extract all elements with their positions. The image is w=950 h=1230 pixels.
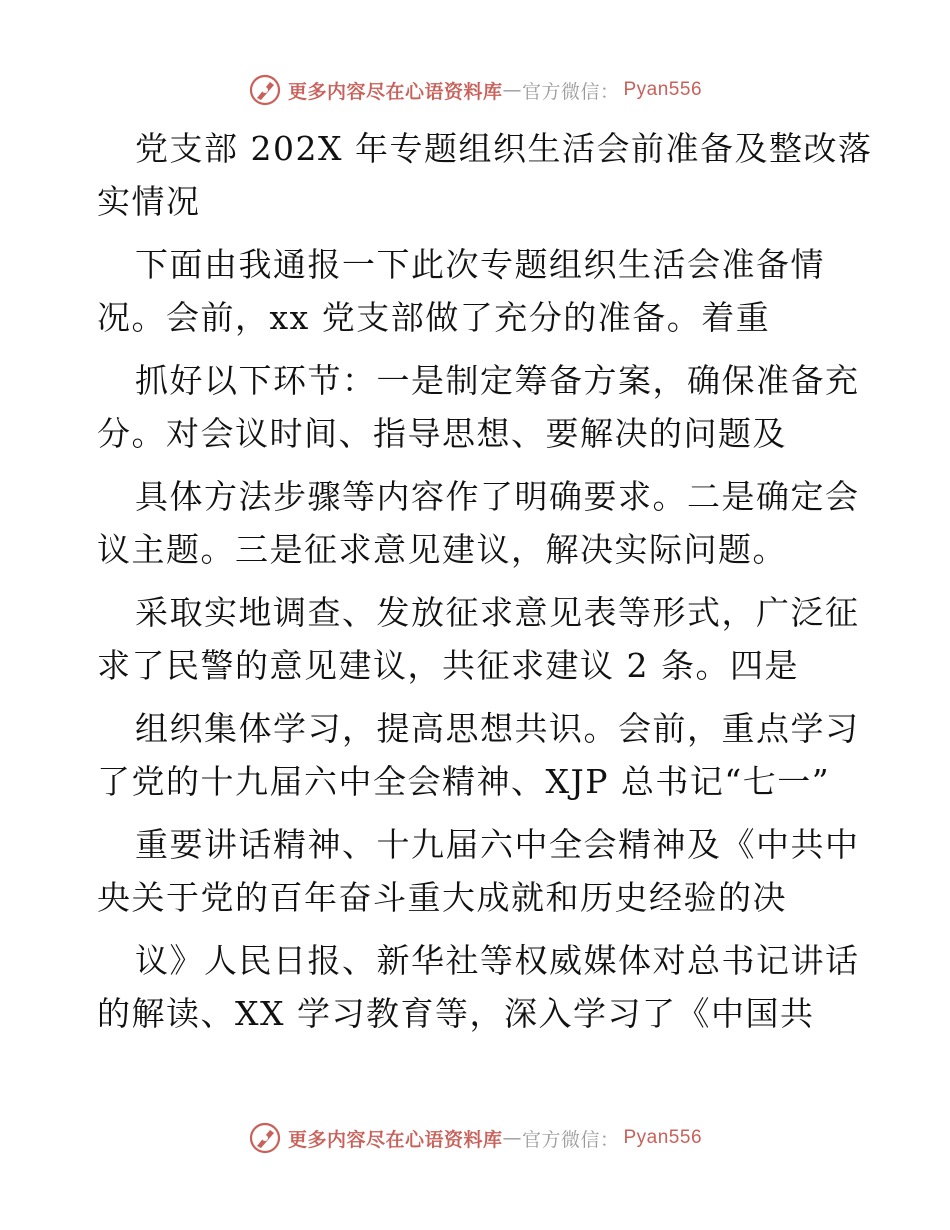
watermark-separator: — (502, 79, 522, 101)
watermark-main-text: 更多内容尽在心语资料库 (287, 1128, 503, 1151)
text-line: 求了民警的意见建议，共征求建议 2 条。四是 (97, 646, 799, 685)
footer-watermark (0, 1118, 950, 1158)
pen-circle-logo-icon (248, 73, 282, 107)
watermark-separator: — (502, 1127, 522, 1149)
document-body (97, 122, 873, 1040)
text-line: 重要讲话精神、十九届六中全会精神及《中共中 (135, 825, 860, 864)
text-line: 下面由我通报一下此次专题组织生活会准备情 (135, 245, 825, 284)
text-line: 组织集体学习，提高思想共识。会前，重点学习 (135, 709, 860, 748)
watermark-main-text: 更多内容尽在心语资料库 (287, 80, 503, 103)
text-line: 况。会前，xx 党支部做了充分的准备。着重 (97, 298, 771, 337)
text-line: 的解读、XX 学习教育等，深入学习了《中国共 (97, 994, 815, 1033)
pen-circle-logo-icon (248, 1121, 282, 1155)
document-title-line-1: 党支部 202X 年专题组织生活会前准备及整改落 (135, 129, 873, 168)
text-line: 了党的十九届六中全会精神、XJP 总书记“七一” (97, 762, 831, 801)
text-line: 分。对会议时间、指导思想、要解决的问题及 (97, 414, 787, 453)
text-line: 央关于党的百年奋斗重大成就和历史经验的决 (97, 878, 787, 917)
text-line: 抓好以下环节：一是制定筹备方案，确保准备充 (135, 361, 860, 400)
watermark-wechat-id: Pyan556 (623, 79, 703, 100)
text-line: 议主题。三是征求意见建议，解决实际问题。 (97, 530, 787, 569)
watermark-label: 官方微信： (521, 1128, 620, 1151)
header-watermark (0, 70, 950, 110)
text-line: 采取实地调查、发放征求意见表等形式，广泛征 (135, 593, 860, 632)
watermark-wechat-id: Pyan556 (623, 1127, 703, 1148)
text-line: 具体方法步骤等内容作了明确要求。二是确定会 (135, 477, 860, 516)
watermark-label: 官方微信： (521, 80, 620, 103)
text-line: 议》人民日报、新华社等权威媒体对总书记讲话 (135, 941, 860, 980)
document-title-line-2: 实情况 (97, 182, 201, 221)
